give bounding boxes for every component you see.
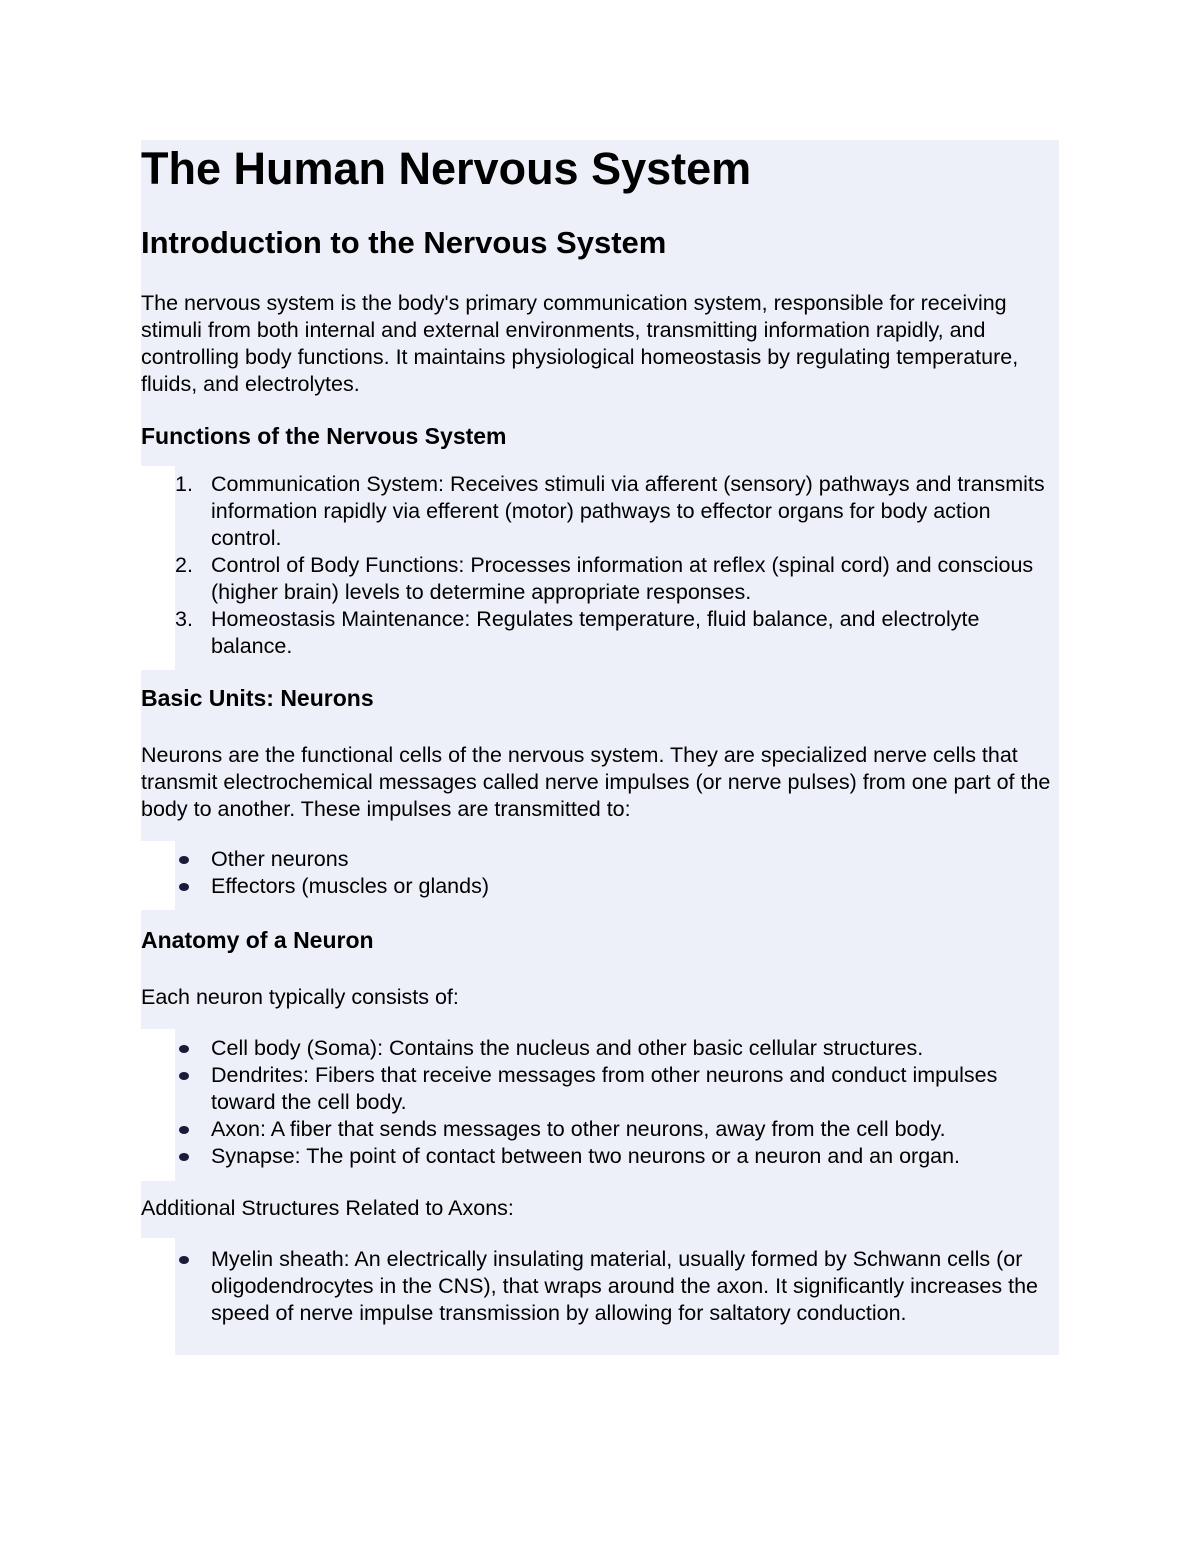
list-number: 2.	[175, 553, 193, 577]
list-item-text: Other neurons	[211, 847, 349, 871]
anatomy-list	[175, 1029, 1059, 1170]
title-block	[141, 140, 1059, 466]
list-item	[175, 873, 1059, 900]
functions-list	[175, 466, 1059, 660]
list-item-text: Communication System: Receives stimuli via afferent (sensory) pathways and transmits information rapidly via efferent (motor) pathways to effector organs for body action control.	[211, 472, 1045, 550]
list-item-text: Effectors (muscles or glands)	[211, 874, 490, 898]
functions-heading: Functions of the Nervous System	[141, 423, 507, 449]
functions-list-block	[175, 466, 1059, 670]
neurons-paragraph: Neurons are the functional cells of the nervous system. They are specialized nerve cells that transmit electrochemical messages called nerve impulses (or nerve pulses) from one part of the body to another. These impulses are transmitted to:	[141, 743, 1051, 821]
list-item	[175, 846, 1059, 873]
list-item-text: Homeostasis Maintenance: Regulates temperature, fluid balance, and electrolyte balance.	[211, 607, 980, 658]
neurons-block	[141, 670, 1059, 841]
bullet-icon	[179, 1126, 189, 1134]
intro-paragraph: The nervous system is the body's primary communication system, responsible for receiving stimuli from both internal and external environments, transmitting information rapidly, and controlling body functions. It maintains physiological homeostasis by regulating temperature, fluids, and electrolytes.	[141, 291, 1019, 396]
list-item	[175, 1116, 1059, 1143]
anatomy-heading: Anatomy of a Neuron	[141, 927, 374, 953]
list-item	[175, 606, 1059, 660]
neurons-heading: Basic Units: Neurons	[141, 685, 374, 711]
list-item-text: Myelin sheath: An electrically insulating material, usually formed by Schwann cells (or oligodendrocytes in the CNS), that wraps around the axon. It significantly increases the speed of nerve impulse transmission by allowing for saltatory conduction.	[211, 1247, 1039, 1325]
list-item	[175, 1035, 1059, 1062]
list-item-text: Cell body (Soma): Contains the nucleus and other basic cellular structures.	[211, 1036, 924, 1060]
neurons-list-block	[175, 841, 1059, 910]
list-item	[175, 1246, 1059, 1354]
bullet-icon	[179, 1256, 189, 1264]
list-number: 3.	[175, 607, 193, 631]
page-title: The Human Nervous System	[141, 143, 752, 194]
list-item	[175, 1062, 1059, 1116]
anatomy-list-block	[175, 1029, 1059, 1181]
axon-list-block	[175, 1238, 1059, 1355]
bullet-icon	[179, 883, 189, 891]
intro-heading: Introduction to the Nervous System	[141, 225, 667, 260]
bullet-icon	[179, 1153, 189, 1161]
list-item	[175, 471, 1059, 552]
list-item	[175, 552, 1059, 606]
document-content	[141, 140, 1059, 1355]
axon-paragraph: Additional Structures Related to Axons:	[141, 1196, 514, 1220]
neurons-list	[175, 841, 1059, 900]
bullet-icon	[179, 856, 189, 864]
axon-list	[175, 1238, 1059, 1354]
list-item-text: Synapse: The point of contact between two neurons or a neuron and an organ.	[211, 1144, 961, 1168]
list-item-text: Axon: A fiber that sends messages to other neurons, away from the cell body.	[211, 1117, 946, 1141]
anatomy-paragraph: Each neuron typically consists of:	[141, 985, 459, 1009]
list-number: 1.	[175, 472, 193, 496]
axon-block	[141, 1181, 1059, 1238]
list-item-text: Control of Body Functions: Processes information at reflex (spinal cord) and conscious (higher brain) levels to determine appropriate responses.	[211, 553, 1034, 604]
list-item-text: Dendrites: Fibers that receive messages from other neurons and conduct impulses toward the cell body.	[211, 1063, 998, 1114]
bullet-icon	[179, 1072, 189, 1080]
anatomy-block	[141, 910, 1059, 1029]
list-item	[175, 1143, 1059, 1170]
bullet-icon	[179, 1045, 189, 1053]
